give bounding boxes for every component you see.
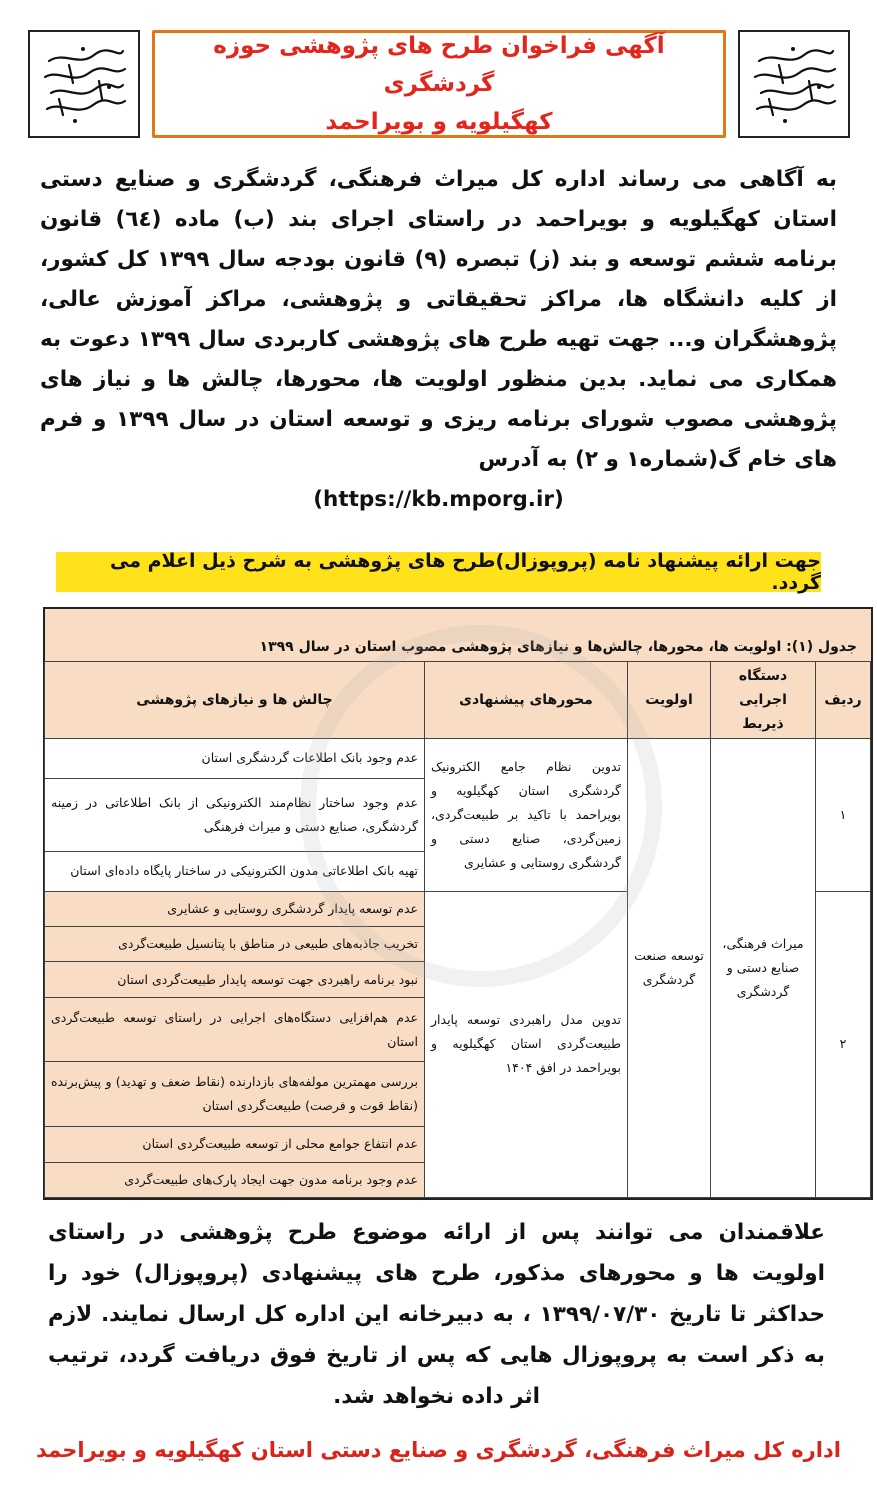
- challenge-cell: عدم وجود برنامه مدون جهت ایجاد پارک‌های طبیعت‌گردی: [45, 1162, 425, 1197]
- row-number: ۲: [816, 891, 871, 1197]
- header-agency: دستگاه اجرایی ذیربط: [711, 662, 816, 739]
- header-row-number: ردیف: [816, 662, 871, 739]
- calligraphy-logo-icon: [39, 41, 129, 127]
- row-number: ۱: [816, 739, 871, 892]
- closing-paragraph: علاقمندان می توانند پس از ارائه موضوع طرح پژوهشی در راستای اولویت ها و محورهای مذکور، طرح های پیشنهادی (پروپوزال) خود را حداکثر تا تاریخ ١٣٩٩/٠٧/٣٠ ، به دبیرخانه این اداره کل ارسال نمایند. لازم به ذکر است به پروپوزال هایی که پس از تاریخ فوق دریافت گردد، ترتیب اثر داده نخواهد شد.: [48, 1220, 825, 1409]
- intro-paragraph: [40, 160, 837, 520]
- header: [28, 30, 850, 140]
- page-title: آگهی فراخوان طرح های پژوهشی حوزه گردشگری: [213, 33, 665, 97]
- calligraphy-logo-icon: [749, 41, 839, 127]
- header-priority: اولویت: [628, 662, 711, 739]
- challenge-cell: عدم انتفاع جوامع محلی از توسعه طبیعت‌گردی استان: [45, 1127, 425, 1162]
- title-box: [152, 30, 726, 138]
- challenge-cell: عدم وجود ساختار نظام‌مند الکترونیکی از بانک اطلاعاتی در زمینه گردشگری، صنایع دستی و میراث فرهنگی: [45, 778, 425, 851]
- axis-cell: تدوین مدل راهبردی توسعه پایدار طبیعت‌گردی استان کهگیلویه و بویراحمد در افق ۱۴۰۴: [425, 891, 628, 1197]
- challenge-cell: عدم توسعه پایدار گردشگری روستایی و عشایری: [45, 891, 425, 926]
- logo-left: [28, 30, 140, 138]
- challenge-cell: بررسی مهمترین مولفه‌های بازدارنده (نقاط ضعف و تهدید) و پیش‌برنده (نقاط قوت و فرصت) طبیعت‌گردی استان: [45, 1062, 425, 1127]
- header-challenges: چالش ها و نیازهای پژوهشی: [45, 662, 425, 739]
- table-row: [45, 739, 871, 779]
- challenge-cell: تخریب جاذبه‌های طبیعی در مناطق با پتانسیل طبیعت‌گردی: [45, 926, 425, 961]
- table-caption: جدول (۱): اولویت ها، محورها، چالش‌ها و نیازهای پژوهشی مصوب استان در سال ۱۳۹۹: [45, 609, 871, 661]
- priorities-table: [43, 607, 873, 1200]
- priority-cell: توسعه صنعت گردشگری: [628, 739, 711, 1198]
- intro-url[interactable]: (https://kb.mporg.ir): [313, 487, 564, 512]
- priorities-grid: [44, 661, 871, 1198]
- challenge-cell: عدم هم‌افزایی دستگاه‌های اجرایی در راستای توسعه طبیعت‌گردی استان: [45, 997, 425, 1062]
- agency-cell: میراث فرهنگی، صنایع دستی و گردشگری: [711, 739, 816, 1198]
- header-axes: محورهای پیشنهادی: [425, 662, 628, 739]
- proposal-banner: جهت ارائه پیشنهاد نامه (پروپوزال)طرح های پژوهشی به شرح ذیل اعلام می گردد.: [56, 552, 821, 592]
- challenge-cell: نبود برنامه راهبردی جهت توسعه پایدار طبیعت‌گردی استان: [45, 962, 425, 997]
- table-header-row: [45, 662, 871, 739]
- challenge-cell: عدم وجود بانک اطلاعات گردشگری استان: [45, 739, 425, 779]
- logo-right: [738, 30, 850, 138]
- challenge-cell: تهیه بانک اطلاعاتی مدون الکترونیکی در ساختار پایگاه داده‌ای استان: [45, 851, 425, 891]
- intro-text: به آگاهی می رساند اداره کل میراث فرهنگی، گردشگری و صنایع دستی استان کهگیلویه و بویراحمد در راستای اجرای بند (ب) ماده (٦٤) قانون برنامه ششم توسعه و بند (ز) تبصره (٩) قانون بودجه سال ١٣٩٩ کل کشور، از کلیه دانشگاه ها، مراکز تحقیقاتی و پژوهشی، مراکز آموزش عالی، پژوهشگران و... جهت تهیه طرح های پژوهشی کاربردی سال ١٣٩٩ دعوت به همکاری می نماید. بدین منظور اولویت ها، محورها، چالش ها و نیاز های پژوهشی مصوب شورای برنامه ریزی و توسعه استان در سال ١٣٩٩ و فرم های خام گ(شماره١ و ٢) به آدرس: [40, 167, 837, 472]
- page-subtitle: کهگیلویه و بویراحمد: [325, 109, 553, 135]
- footer-signature: اداره کل میراث فرهنگی، گردشگری و صنایع دستی استان کهگیلویه و بویراحمد: [36, 1438, 841, 1462]
- axis-cell: تدوین نظام جامع الکترونیک گردشگری استان کهگیلویه و بویراحمد با تاکید بر طبیعت‌گردی، زمین‌گردی، صنایع دستی و گردشگری روستایی و عشایری: [425, 739, 628, 892]
